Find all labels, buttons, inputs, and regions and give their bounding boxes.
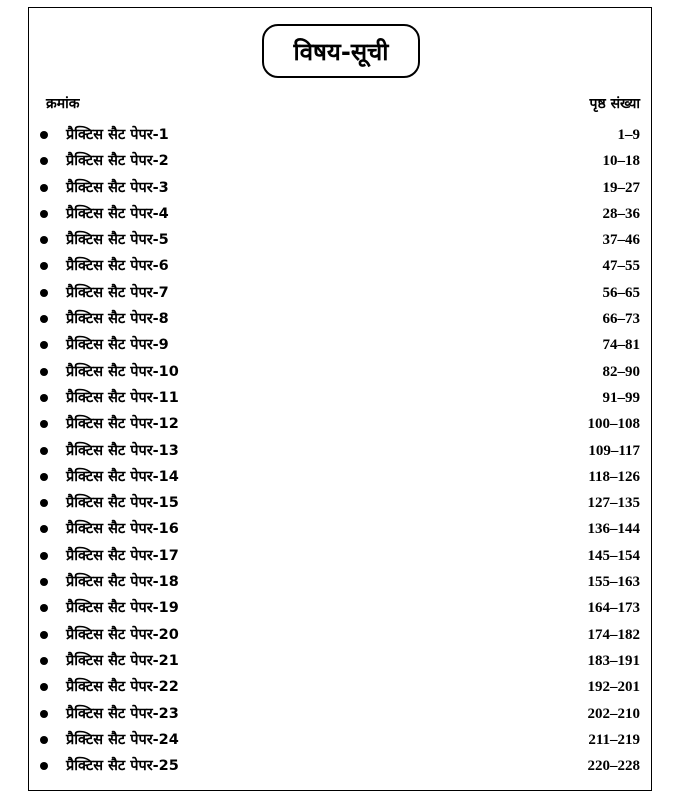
toc-entry — [38, 332, 640, 358]
toc-entry — [38, 359, 640, 385]
entry-title: प्रैक्टिस सैट पेपर-24 — [66, 731, 179, 748]
entry-title: प्रैक्टिस सैट पेपर-22 — [66, 679, 179, 696]
bullet-icon — [40, 368, 48, 376]
bullet-icon — [40, 341, 48, 349]
entry-title: प्रैक्टिस सैट पेपर-2 — [66, 153, 169, 170]
toc-entry — [38, 595, 640, 621]
entry-page-range: 145–154 — [587, 547, 640, 564]
entry-title: प्रैक्टिस सैट पेपर-8 — [66, 311, 169, 328]
page-title-text: विषय-सूची — [293, 37, 389, 66]
toc-entry — [38, 648, 640, 674]
bullet-icon — [40, 552, 48, 560]
entry-page-range: 202–210 — [587, 705, 640, 722]
entry-title: प्रैक्टिस सैट पेपर-20 — [66, 626, 179, 643]
serial-column-header: क्रमांक — [46, 96, 80, 112]
toc-entry — [38, 385, 640, 411]
toc-entry — [38, 438, 640, 464]
entry-page-range: 211–219 — [588, 731, 640, 748]
toc-entry — [38, 701, 640, 727]
bullet-icon — [40, 236, 48, 244]
entry-title: प्रैक्टिस सैट पेपर-11 — [66, 389, 179, 406]
bullet-icon — [40, 525, 48, 533]
entry-page-range: 164–173 — [587, 600, 640, 617]
toc-header — [46, 94, 640, 116]
entry-page-range: 56–65 — [602, 284, 640, 301]
page-title — [262, 24, 420, 78]
toc-entry — [38, 227, 640, 253]
entry-page-range: 174–182 — [587, 626, 640, 643]
toc-entry — [38, 148, 640, 174]
entry-page-range: 74–81 — [602, 337, 640, 354]
toc-entry — [38, 280, 640, 306]
entry-page-range: 118–126 — [588, 468, 640, 485]
entry-page-range: 91–99 — [602, 389, 640, 406]
entry-page-range: 82–90 — [602, 363, 640, 380]
entry-title: प्रैक्टिस सैट पेपर-17 — [66, 547, 179, 564]
bullet-icon — [40, 131, 48, 139]
entry-title: प्रैक्टिस सैट पेपर-6 — [66, 258, 169, 275]
bullet-icon — [40, 631, 48, 639]
entry-page-range: 100–108 — [587, 416, 640, 433]
bullet-icon — [40, 420, 48, 428]
toc-entry — [38, 569, 640, 595]
entry-page-range: 127–135 — [587, 495, 640, 512]
entry-title: प्रैक्टिस सैट पेपर-4 — [66, 205, 169, 222]
toc-entry — [38, 253, 640, 279]
entry-title: प्रैक्टिस सैट पेपर-13 — [66, 442, 179, 459]
entry-page-range: 136–144 — [587, 521, 640, 538]
bullet-icon — [40, 762, 48, 770]
bullet-icon — [40, 473, 48, 481]
entry-title: प्रैक्टिस सैट पेपर-25 — [66, 758, 179, 775]
bullet-icon — [40, 184, 48, 192]
entry-page-range: 10–18 — [602, 153, 640, 170]
toc-entry — [38, 753, 640, 779]
bullet-icon — [40, 499, 48, 507]
bullet-icon — [40, 394, 48, 402]
entry-page-range: 28–36 — [602, 205, 640, 222]
toc-entry — [38, 122, 640, 148]
bullet-icon — [40, 447, 48, 455]
bullet-icon — [40, 210, 48, 218]
toc-entry — [38, 543, 640, 569]
bullet-icon — [40, 262, 48, 270]
entry-title: प्रैक्टिस सैट पेपर-15 — [66, 495, 179, 512]
entry-title: प्रैक्टिस सैट पेपर-19 — [66, 600, 179, 617]
toc-entry — [38, 674, 640, 700]
entry-title: प्रैक्टिस सैट पेपर-14 — [66, 468, 179, 485]
entry-title: प्रैक्टिस सैट पेपर-9 — [66, 337, 169, 354]
toc-entry — [38, 727, 640, 753]
entry-title: प्रैक्टिस सैट पेपर-7 — [66, 284, 169, 301]
toc-entry — [38, 411, 640, 437]
toc-entry — [38, 622, 640, 648]
entry-title: प्रैक्टिस सैट पेपर-12 — [66, 416, 179, 433]
entry-page-range: 109–117 — [588, 442, 640, 459]
bullet-icon — [40, 289, 48, 297]
toc-entry — [38, 306, 640, 332]
entry-title: प्रैक्टिस सैट पेपर-10 — [66, 363, 179, 380]
toc-entry — [38, 175, 640, 201]
bullet-icon — [40, 604, 48, 612]
bullet-icon — [40, 657, 48, 665]
entry-page-range: 220–228 — [587, 758, 640, 775]
toc-entry — [38, 201, 640, 227]
toc-entry — [38, 464, 640, 490]
bullet-icon — [40, 710, 48, 718]
entry-title: प्रैक्टिस सैट पेपर-5 — [66, 232, 169, 249]
bullet-icon — [40, 157, 48, 165]
entry-page-range: 192–201 — [587, 679, 640, 696]
entry-title: प्रैक्टिस सैट पेपर-3 — [66, 179, 169, 196]
entry-page-range: 155–163 — [587, 574, 640, 591]
entry-page-range: 66–73 — [602, 311, 640, 328]
entry-title: प्रैक्टिस सैट पेपर-21 — [66, 652, 179, 669]
entry-page-range: 19–27 — [602, 179, 640, 196]
entry-title: प्रैक्टिस सैट पेपर-1 — [66, 127, 169, 143]
toc-entry — [38, 516, 640, 542]
entry-page-range: 47–55 — [602, 258, 640, 275]
bullet-icon — [40, 578, 48, 586]
page-column-header: पृष्ठ संख्या — [589, 96, 640, 112]
entry-title: प्रैक्टिस सैट पेपर-18 — [66, 574, 179, 591]
entry-page-range: 1–9 — [617, 127, 640, 143]
toc-entry — [38, 490, 640, 516]
bullet-icon — [40, 736, 48, 744]
entry-title: प्रैक्टिस सैट पेपर-23 — [66, 705, 179, 722]
bullet-icon — [40, 315, 48, 323]
entry-page-range: 37–46 — [602, 232, 640, 249]
entry-title: प्रैक्टिस सैट पेपर-16 — [66, 521, 179, 538]
entry-page-range: 183–191 — [587, 652, 640, 669]
bullet-icon — [40, 683, 48, 691]
toc-list — [38, 122, 640, 779]
